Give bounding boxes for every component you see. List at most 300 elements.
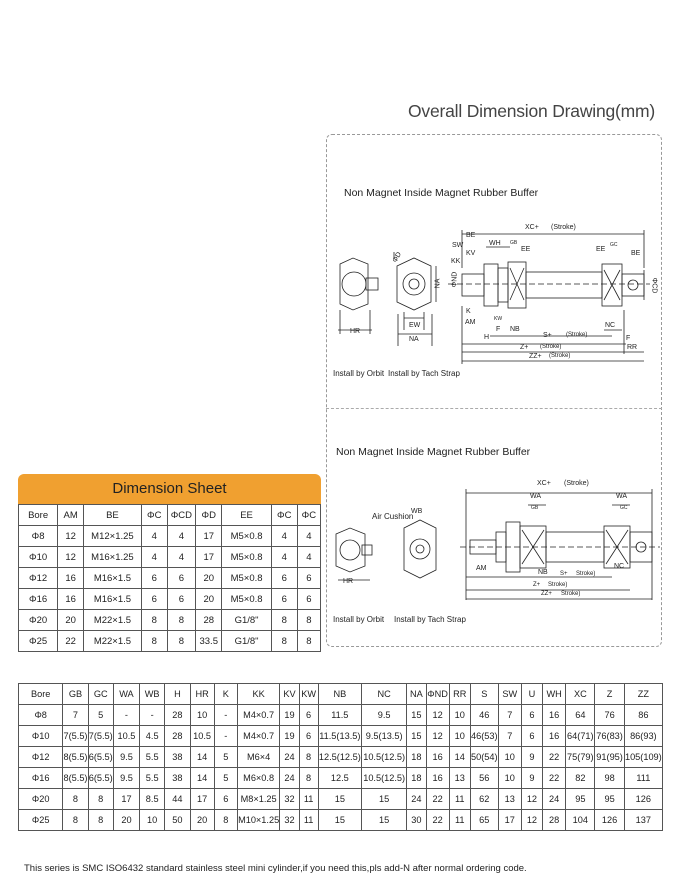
- top-label-kk: KK: [451, 258, 461, 265]
- table-cell: M10×1.25: [237, 810, 279, 831]
- bottom-label-nc: NC: [614, 563, 625, 570]
- table-cell: 8(5.5): [63, 768, 88, 789]
- bottom-label-am: AM: [476, 565, 487, 572]
- top-label-z: Z+: [520, 344, 529, 351]
- table-cell: 86: [624, 705, 662, 726]
- top-label-f: F: [496, 326, 501, 333]
- table-cell: 10.5: [190, 726, 214, 747]
- bottom-label-nb: NB: [538, 569, 548, 576]
- table-cell: 32: [280, 789, 299, 810]
- table-cell: 24: [280, 747, 299, 768]
- table-cell: 137: [624, 810, 662, 831]
- table-header-cell: ΦC: [271, 505, 297, 526]
- bottom-label-zz-stroke: Stroke): [561, 591, 581, 597]
- table-cell: 20: [196, 568, 222, 589]
- table-cell: 76: [595, 705, 624, 726]
- table-cell: G1/8": [222, 631, 271, 652]
- main-dimension-table: [18, 683, 663, 831]
- table-cell: G1/8": [222, 610, 271, 631]
- table-header-cell: ΦND: [426, 684, 449, 705]
- footer-note: This series is SMC ISO6432 standard stainless steel mini cylinder,if you need this,pls add-N after normal ordering code.: [24, 863, 527, 874]
- table-header-cell: Bore: [19, 505, 58, 526]
- table-cell: 30: [407, 810, 426, 831]
- top-label-z-stroke: (Stroke): [540, 344, 562, 350]
- table-cell: 105(109): [624, 747, 662, 768]
- table-header-cell: K: [214, 684, 237, 705]
- table-cell: 64: [566, 705, 595, 726]
- table-cell: 15: [361, 789, 406, 810]
- table-header-row: [19, 684, 663, 705]
- table-cell: 15: [361, 810, 406, 831]
- top-label-nb: NB: [510, 326, 520, 333]
- table-header-cell: WA: [113, 684, 139, 705]
- bottom-label-wa: WA: [530, 493, 542, 500]
- table-cell: M16×1.25: [84, 547, 142, 568]
- table-cell: Φ25: [19, 810, 63, 831]
- table-cell: 20: [196, 589, 222, 610]
- table-cell: Φ12: [19, 568, 58, 589]
- table-header-cell: ΦCD: [167, 505, 195, 526]
- table-row: [19, 526, 321, 547]
- table-cell: 11: [299, 789, 318, 810]
- table-cell: 8: [299, 747, 318, 768]
- table-cell: -: [214, 726, 237, 747]
- table-row: [19, 547, 321, 568]
- table-cell: 64(71): [566, 726, 595, 747]
- table-header-cell: GC: [88, 684, 113, 705]
- table-cell: 9.5: [361, 705, 406, 726]
- table-header-cell: AM: [58, 505, 84, 526]
- table-cell: 22: [426, 789, 449, 810]
- table-cell: 8: [167, 631, 195, 652]
- table-cell: 5: [214, 768, 237, 789]
- top-label-zz-stroke: (Stroke): [549, 353, 571, 359]
- table-cell: 6: [167, 568, 195, 589]
- table-cell: 28: [165, 705, 190, 726]
- table-cell: 8: [88, 810, 113, 831]
- table-header-cell: U: [521, 684, 542, 705]
- table-cell: 12: [521, 789, 542, 810]
- bottom-label-z: Z+: [533, 582, 541, 588]
- table-cell: 10: [140, 810, 165, 831]
- top-label-xc: XC+: [525, 224, 539, 231]
- bottom-label-xc: XC+: [537, 480, 551, 487]
- table-cell: 8: [214, 810, 237, 831]
- table-cell: 6: [297, 568, 320, 589]
- bottom-air-cushion: Air Cushion: [372, 512, 414, 521]
- table-cell: 15: [407, 705, 426, 726]
- table-header-cell: BE: [84, 505, 142, 526]
- table-cell: 4: [297, 526, 320, 547]
- top-install-orbit: Install by Orbit: [333, 369, 385, 378]
- table-cell: 17: [498, 810, 521, 831]
- table-cell: Φ20: [19, 789, 63, 810]
- table-cell: -: [113, 705, 139, 726]
- bottom-install-orbit: Install by Orbit: [333, 615, 385, 624]
- table-cell: 16: [426, 768, 449, 789]
- table-cell: 4: [297, 547, 320, 568]
- table-header-cell: GB: [63, 684, 88, 705]
- top-label-am: AM: [465, 319, 476, 326]
- top-label-zz: ZZ+: [529, 353, 542, 360]
- table-cell: -: [214, 705, 237, 726]
- top-label-gb: GB: [510, 240, 518, 246]
- table-cell: 16: [58, 568, 84, 589]
- table-cell: Φ16: [19, 589, 58, 610]
- table-cell: 86(93): [624, 726, 662, 747]
- table-cell: 24: [407, 789, 426, 810]
- table-header-cell: KV: [280, 684, 299, 705]
- table-cell: 12: [426, 705, 449, 726]
- table-cell: 8: [271, 610, 297, 631]
- table-cell: 19: [280, 705, 299, 726]
- table-cell: M5×0.8: [222, 526, 271, 547]
- table-cell: 44: [165, 789, 190, 810]
- top-label-k: K: [466, 308, 471, 315]
- table-cell: 28: [165, 726, 190, 747]
- table-cell: 46(53): [470, 726, 498, 747]
- table-cell: 10: [498, 747, 521, 768]
- table-cell: 5.5: [140, 768, 165, 789]
- top-label-ee2: EE: [596, 246, 606, 253]
- table-cell: 4: [141, 547, 167, 568]
- table-row: [19, 747, 663, 768]
- table-cell: 4: [167, 547, 195, 568]
- table-cell: Φ16: [19, 768, 63, 789]
- table-cell: Φ8: [19, 526, 58, 547]
- table-cell: 4: [271, 547, 297, 568]
- table-cell: 16: [543, 726, 566, 747]
- table-cell: M12×1.25: [84, 526, 142, 547]
- dimension-sheet: [18, 474, 321, 652]
- top-label-ee: EE: [521, 246, 531, 253]
- table-cell: 9.5(13.5): [361, 726, 406, 747]
- table-cell: Φ12: [19, 747, 63, 768]
- table-cell: 10: [449, 705, 470, 726]
- table-cell: 6: [299, 726, 318, 747]
- table-cell: 9: [521, 747, 542, 768]
- top-label-sw: SW: [452, 242, 464, 249]
- table-header-cell: RR: [449, 684, 470, 705]
- table-header-row: [19, 505, 321, 526]
- table-header-cell: XC: [566, 684, 595, 705]
- table-cell: 12.5: [318, 768, 361, 789]
- bottom-label-s-stroke: Stroke): [576, 571, 596, 577]
- top-label-f2: F: [626, 335, 631, 342]
- table-cell: 10.5: [113, 726, 139, 747]
- table-header-cell: S: [470, 684, 498, 705]
- top-label-nc: NC: [605, 322, 616, 329]
- table-cell: 16: [58, 589, 84, 610]
- table-cell: 8: [299, 768, 318, 789]
- table-cell: 8: [88, 789, 113, 810]
- table-cell: 5: [214, 747, 237, 768]
- table-cell: 12: [521, 810, 542, 831]
- bottom-label-wa2: WA: [616, 493, 628, 500]
- table-header-cell: WH: [543, 684, 566, 705]
- table-header-cell: KW: [299, 684, 318, 705]
- top-label-s: S+: [543, 332, 552, 339]
- table-header-cell: ΦC: [141, 505, 167, 526]
- table-cell: 18: [407, 768, 426, 789]
- table-cell: M22×1.5: [84, 610, 142, 631]
- table-cell: 50: [165, 810, 190, 831]
- table-cell: 14: [449, 747, 470, 768]
- table-cell: 24: [543, 789, 566, 810]
- table-cell: 38: [165, 768, 190, 789]
- table-cell: 6(5.5): [88, 747, 113, 768]
- table-header-cell: HR: [190, 684, 214, 705]
- table-cell: M16×1.5: [84, 589, 142, 610]
- table-header-cell: NB: [318, 684, 361, 705]
- table-cell: 8: [141, 610, 167, 631]
- table-cell: 7: [498, 705, 521, 726]
- table-cell: 17: [196, 547, 222, 568]
- table-header-cell: EE: [222, 505, 271, 526]
- top-drawing-caption: Non Magnet Inside Magnet Rubber Buffer: [344, 187, 539, 199]
- table-cell: 22: [58, 631, 84, 652]
- table-cell: 28: [196, 610, 222, 631]
- table-cell: 12.5(12.5): [318, 747, 361, 768]
- table-cell: 8: [141, 631, 167, 652]
- table-cell: M8×1.25: [237, 789, 279, 810]
- table-cell: 15: [318, 789, 361, 810]
- top-label-na: NA: [434, 278, 442, 289]
- top-label-s-stroke: (Stroke): [566, 332, 588, 338]
- top-label-kw: KW: [494, 316, 503, 322]
- table-cell: 7(5.5): [88, 726, 113, 747]
- table-cell: 126: [595, 810, 624, 831]
- bottom-label-stroke: (Stroke): [564, 480, 589, 487]
- table-cell: 33.5: [196, 631, 222, 652]
- table-cell: 5.5: [140, 747, 165, 768]
- table-cell: 13: [449, 768, 470, 789]
- table-header-cell: NC: [361, 684, 406, 705]
- table-cell: -: [140, 705, 165, 726]
- table-cell: 4: [271, 526, 297, 547]
- table-cell: 75(79): [566, 747, 595, 768]
- table-cell: 19: [280, 726, 299, 747]
- table-cell: 12: [58, 526, 84, 547]
- table-cell: 7(5.5): [63, 726, 88, 747]
- table-cell: 8: [63, 789, 88, 810]
- table-cell: M4×0.7: [237, 705, 279, 726]
- table-cell: 4: [167, 526, 195, 547]
- table-cell: 4.5: [140, 726, 165, 747]
- table-cell: 10: [190, 705, 214, 726]
- table-cell: M16×1.5: [84, 568, 142, 589]
- bottom-label-s: S+: [560, 571, 568, 577]
- table-cell: 20: [58, 610, 84, 631]
- bottom-label-hr: HR: [343, 578, 354, 585]
- dimension-sheet-title: Dimension Sheet: [18, 474, 321, 504]
- table-cell: 8.5: [140, 789, 165, 810]
- table-cell: 11: [299, 810, 318, 831]
- table-cell: 14: [190, 747, 214, 768]
- table-cell: Φ25: [19, 631, 58, 652]
- table-cell: 32: [280, 810, 299, 831]
- table-cell: 10.5(12.5): [361, 747, 406, 768]
- top-label-stroke: (Stroke): [551, 224, 576, 231]
- table-cell: 104: [566, 810, 595, 831]
- table-cell: 11.5: [318, 705, 361, 726]
- table-cell: 10.5(12.5): [361, 768, 406, 789]
- table-cell: 95: [566, 789, 595, 810]
- table-cell: 82: [566, 768, 595, 789]
- table-cell: 13: [498, 789, 521, 810]
- table-cell: Φ20: [19, 610, 58, 631]
- top-label-be2: BE: [631, 250, 641, 257]
- table-cell: 50(54): [470, 747, 498, 768]
- table-row: [19, 726, 663, 747]
- top-label-ew: EW: [409, 322, 421, 329]
- table-cell: 8(5.5): [63, 747, 88, 768]
- table-cell: 6: [521, 726, 542, 747]
- table-cell: 15: [407, 726, 426, 747]
- table-header-cell: H: [165, 684, 190, 705]
- table-cell: 6: [167, 589, 195, 610]
- table-cell: 20: [190, 810, 214, 831]
- table-header-cell: WB: [140, 684, 165, 705]
- bottom-drawing-caption: Non Magnet Inside Magnet Rubber Buffer: [336, 446, 531, 458]
- top-label-nd: ΦND: [451, 271, 459, 288]
- dimension-sheet-table: [18, 504, 321, 652]
- top-label-rr: RR: [627, 344, 638, 351]
- table-header-cell: Bore: [19, 684, 63, 705]
- table-cell: 111: [624, 768, 662, 789]
- top-label-hr: HR: [350, 328, 361, 335]
- table-header-cell: ΦC: [297, 505, 320, 526]
- table-cell: 8: [167, 610, 195, 631]
- table-cell: 95: [595, 789, 624, 810]
- table-cell: 9.5: [113, 768, 139, 789]
- table-cell: 76(83): [595, 726, 624, 747]
- table-cell: 22: [543, 747, 566, 768]
- table-header-cell: Z: [595, 684, 624, 705]
- table-header-cell: KK: [237, 684, 279, 705]
- table-cell: 17: [196, 526, 222, 547]
- table-cell: M5×0.8: [222, 589, 271, 610]
- bottom-install-tach: Install by Tach Strap: [394, 615, 466, 624]
- table-cell: 8: [297, 610, 320, 631]
- table-cell: M6×0.8: [237, 768, 279, 789]
- top-label-h: H: [484, 334, 490, 341]
- bottom-label-gb: GB: [531, 505, 539, 511]
- table-cell: 10: [498, 768, 521, 789]
- table-cell: 16: [543, 705, 566, 726]
- bottom-label-gc: GC: [620, 505, 628, 511]
- table-header-cell: NA: [407, 684, 426, 705]
- table-cell: M5×0.8: [222, 568, 271, 589]
- top-label-gc: GC: [610, 242, 618, 248]
- table-cell: 65: [470, 810, 498, 831]
- table-cell: M6×4: [237, 747, 279, 768]
- table-cell: 6: [214, 789, 237, 810]
- table-cell: 16: [426, 747, 449, 768]
- bottom-label-zz: ZZ+: [541, 591, 552, 597]
- table-cell: Φ10: [19, 547, 58, 568]
- table-row: [19, 631, 321, 652]
- table-cell: 22: [543, 768, 566, 789]
- table-cell: 7: [498, 726, 521, 747]
- table-cell: 126: [624, 789, 662, 810]
- table-cell: 11: [449, 789, 470, 810]
- table-row: [19, 768, 663, 789]
- table-cell: 4: [141, 526, 167, 547]
- top-label-cd: ΦCD: [650, 277, 658, 294]
- top-label-wh: WH: [489, 240, 501, 247]
- top-label-be: BE: [466, 232, 476, 239]
- table-cell: M4×0.7: [237, 726, 279, 747]
- table-cell: 56: [470, 768, 498, 789]
- table-row: [19, 705, 663, 726]
- table-cell: 12: [426, 726, 449, 747]
- table-cell: M22×1.5: [84, 631, 142, 652]
- table-cell: 24: [280, 768, 299, 789]
- table-cell: 12: [58, 547, 84, 568]
- table-cell: 9.5: [113, 747, 139, 768]
- table-header-cell: ΦD: [196, 505, 222, 526]
- table-cell: 10: [449, 726, 470, 747]
- table-row: [19, 810, 663, 831]
- table-cell: 11.5(13.5): [318, 726, 361, 747]
- table-cell: 46: [470, 705, 498, 726]
- table-cell: 7: [63, 705, 88, 726]
- table-cell: Φ8: [19, 705, 63, 726]
- table-cell: 6(5.5): [88, 768, 113, 789]
- top-label-kv: KV: [466, 250, 476, 257]
- table-cell: 6: [271, 589, 297, 610]
- table-cell: 91(95): [595, 747, 624, 768]
- table-cell: 8: [297, 631, 320, 652]
- table-cell: 6: [299, 705, 318, 726]
- table-cell: 14: [190, 768, 214, 789]
- table-cell: 5: [88, 705, 113, 726]
- table-cell: M5×0.8: [222, 547, 271, 568]
- table-cell: Φ10: [19, 726, 63, 747]
- table-cell: 6: [141, 589, 167, 610]
- table-row: [19, 568, 321, 589]
- bottom-label-wb: WB: [411, 508, 423, 515]
- top-label-na2: NA: [409, 336, 419, 343]
- table-cell: 6: [271, 568, 297, 589]
- table-cell: 38: [165, 747, 190, 768]
- page-title: Overall Dimension Drawing(mm): [408, 101, 656, 121]
- table-cell: 8: [63, 810, 88, 831]
- table-cell: 22: [426, 810, 449, 831]
- table-cell: 6: [297, 589, 320, 610]
- table-cell: 9: [521, 768, 542, 789]
- top-label-d: ΦD: [391, 251, 404, 264]
- table-cell: 15: [318, 810, 361, 831]
- table-cell: 28: [543, 810, 566, 831]
- bottom-label-z-stroke: Stroke): [548, 582, 568, 588]
- table-cell: 11: [449, 810, 470, 831]
- table-cell: 17: [113, 789, 139, 810]
- table-cell: 8: [271, 631, 297, 652]
- table-header-cell: ZZ: [624, 684, 662, 705]
- table-row: [19, 789, 663, 810]
- table-cell: 6: [521, 705, 542, 726]
- top-install-tach: Install by Tach Strap: [388, 369, 460, 378]
- table-row: [19, 610, 321, 631]
- table-header-cell: SW: [498, 684, 521, 705]
- table-cell: 62: [470, 789, 498, 810]
- table-cell: 6: [141, 568, 167, 589]
- table-cell: 20: [113, 810, 139, 831]
- table-cell: 17: [190, 789, 214, 810]
- table-cell: 18: [407, 747, 426, 768]
